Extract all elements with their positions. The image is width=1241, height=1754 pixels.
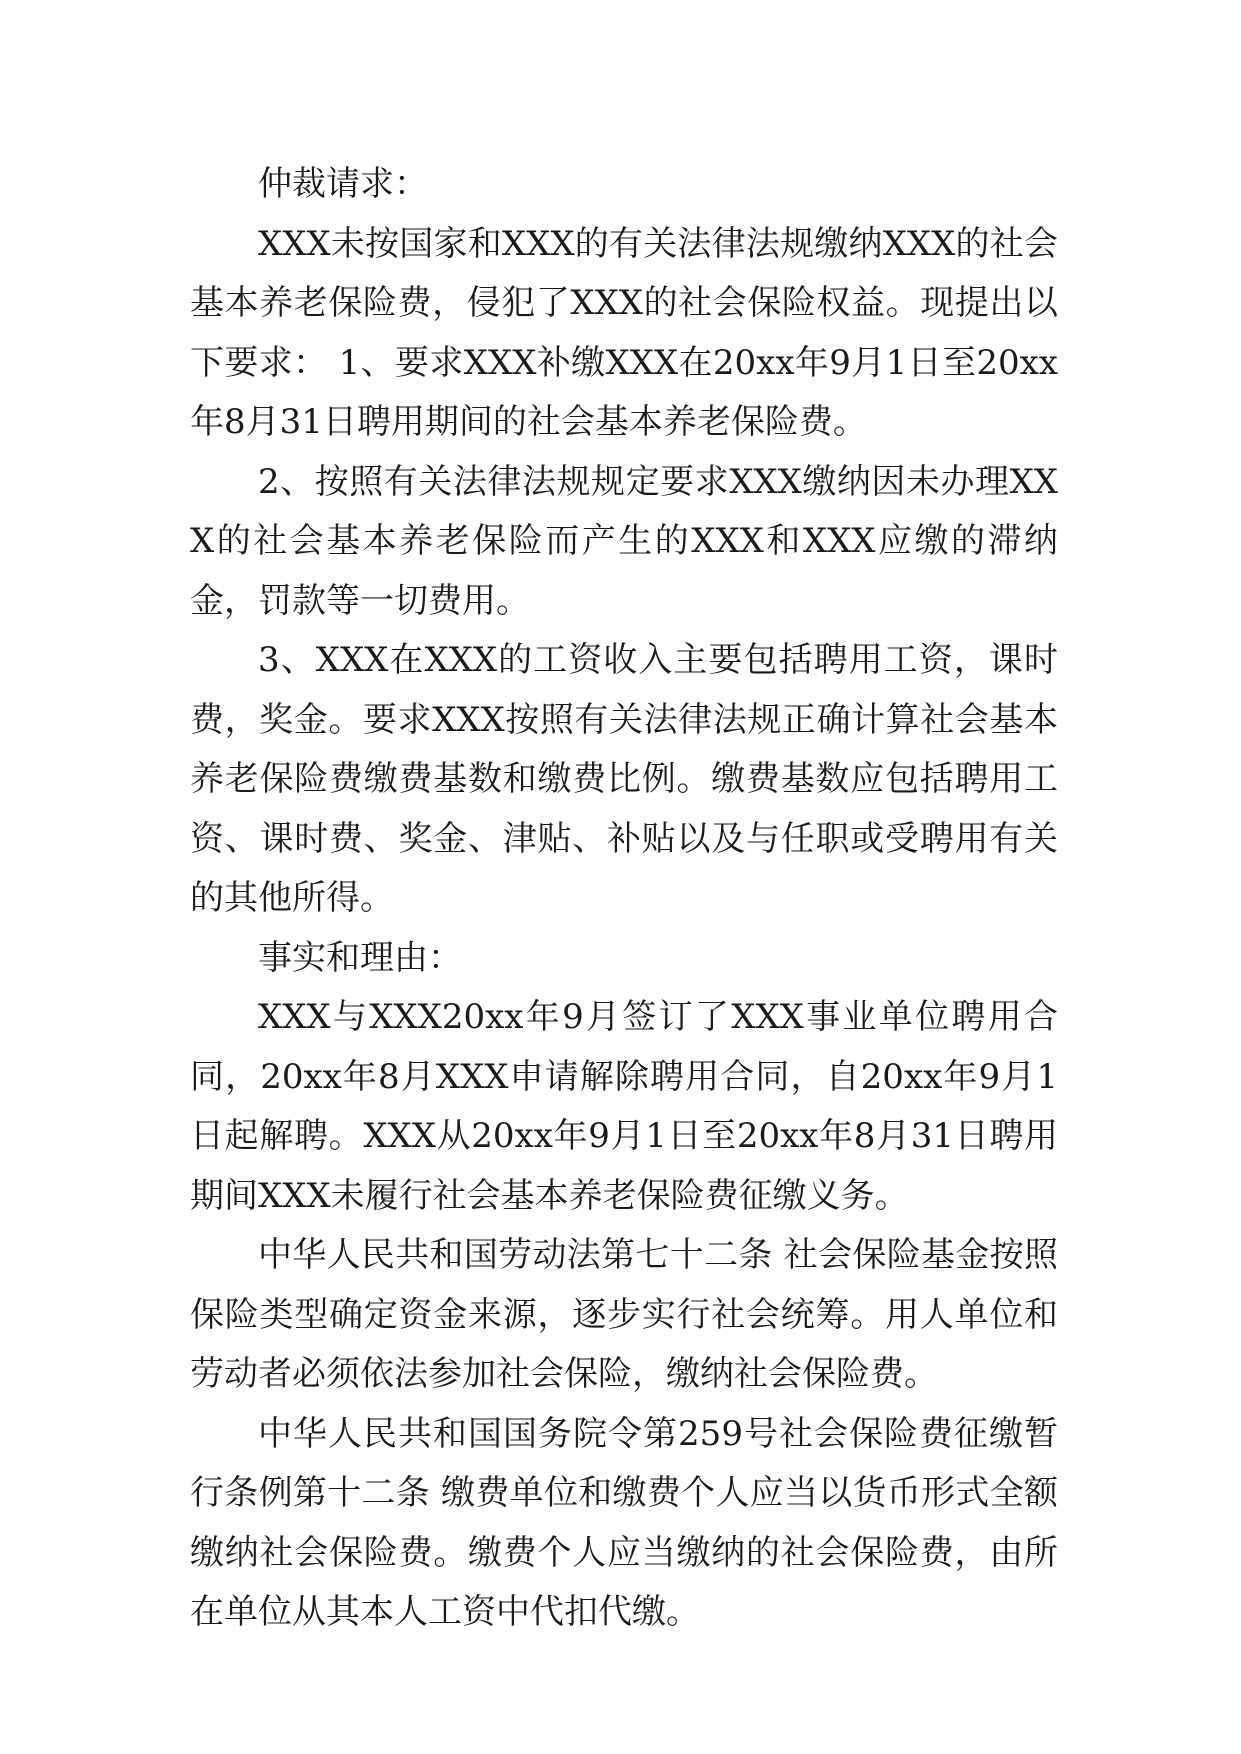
paragraph-request-1: XXX未按国家和XXX的有关法律法规缴纳XXX的社会基本养老保险费，侵犯了XXX的社会保险权益。现提出以下要求： 1、要求XXX补缴XXX在20xx年9月1日至20xx年8月31日聘用期间的社会基本养老保险费。 bbox=[190, 223, 1058, 442]
heading-facts-and-reasons: 事实和理由： bbox=[258, 937, 462, 978]
paragraph-state-council-order: 中华人民共和国国务院令第259号社会保险费征缴暂行条例第十二条 缴费单位和缴费个人应当以货币形式全额缴纳社会保险费。缴费个人应当缴纳的社会保险费，由所在单位从其本人工资中代扣代缴。 bbox=[190, 1413, 1058, 1632]
heading-arbitration-request: 仲裁请求： bbox=[258, 164, 428, 204]
paragraph-request-3: 3、XXX在XXX的工资收入主要包括聘用工资，课时费，奖金。要求XXX按照有关法律法规正确计算社会基本养老保险费缴费基数和缴费比例。缴费基数应包括聘用工资、课时费、奖金、津贴、补贴以及与任职或受聘用有关的其他所得。 bbox=[190, 640, 1058, 918]
paragraph-facts: XXX与XXX20xx年9月签订了XXX事业单位聘用合同，20xx年8月XXX申请解除聘用合同，自20xx年9月1日起解聘。XXX从20xx年9月1日至20xx年8月31日聘用期间XXX未履行社会基本养老保险费征缴义务。 bbox=[190, 997, 1058, 1216]
document-body bbox=[190, 155, 1058, 1643]
paragraph-labor-law: 中华人民共和国劳动法第七十二条 社会保险基金按照保险类型确定资金来源，逐步实行社会统筹。用人单位和劳动者必须依法参加社会保险，缴纳社会保险费。 bbox=[190, 1235, 1058, 1394]
paragraph-request-2: 2、按照有关法律法规规定要求XXX缴纳因未办理XXX的社会基本养老保险而产生的XXX和XXX应缴的滞纳金，罚款等一切费用。 bbox=[190, 461, 1058, 621]
